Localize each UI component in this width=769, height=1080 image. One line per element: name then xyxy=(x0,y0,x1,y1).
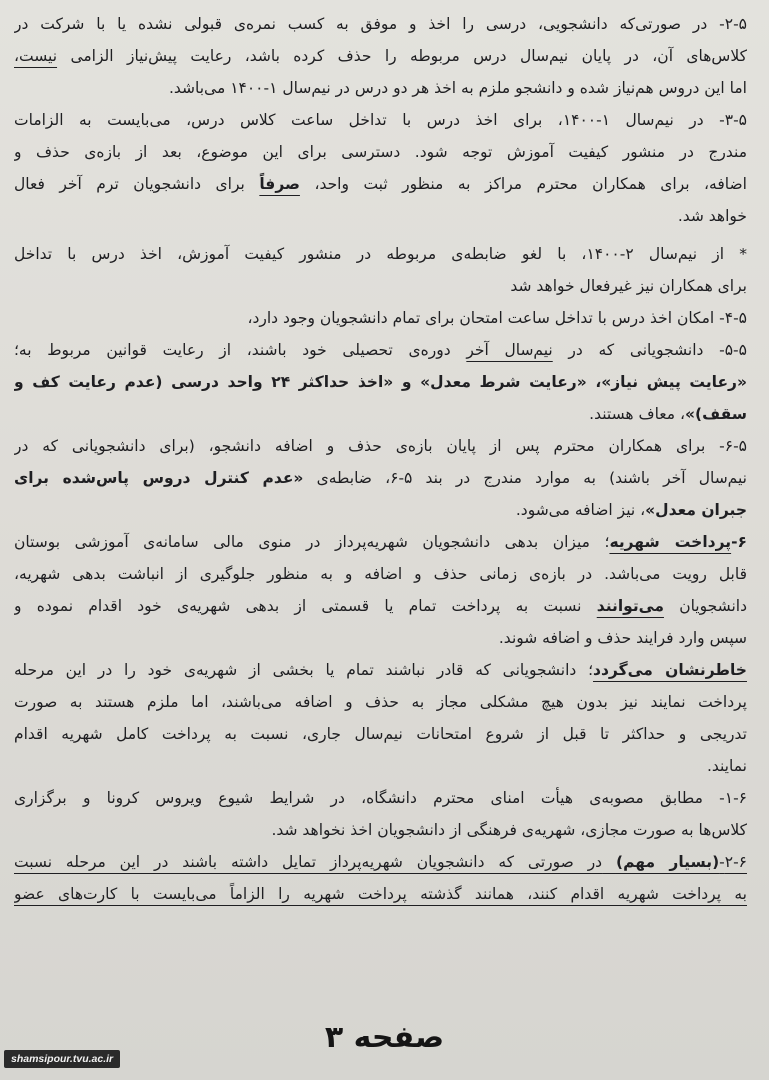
text-line xyxy=(14,590,747,622)
line-text: نمایند. xyxy=(706,757,747,775)
text-line xyxy=(14,622,747,654)
emphasis-text: می‌توانند xyxy=(596,597,664,615)
text-line xyxy=(14,846,747,878)
line-text: کلاس‌ها به صورت مجازی، شهریه‌ی فرهنگی از دانشجویان اخذ نخواهد شد. xyxy=(271,821,747,839)
line-text: ؛ دانشجویانی که قادر نباشند تمام یا بخشی از شهریه‌ی خود را در این مرحله xyxy=(14,661,594,679)
text-line xyxy=(14,750,747,782)
line-text: ۱-۶- مطابق مصوبه‌ی هیأت امنای محترم دانشگاه، در شرایط شیوع ویروس کرونا و برگزاری xyxy=(14,789,747,807)
text-line xyxy=(14,558,747,590)
bold-text: «رعایت پیش نیاز»، «رعایت شرط معدل» و «اخذ حداکثر ۲۴ واحد درسی (عدم رعایت کف و xyxy=(14,373,747,391)
text-line xyxy=(14,526,747,558)
line-text: تدریجی و حداکثر تا قبل از شروع امتحانات نیم‌سال جاری، نسبت به پرداخت کامل شهریه اقدام xyxy=(14,725,747,743)
line-text: ۵-۵- دانشجویانی که در xyxy=(568,341,747,359)
line-text: ، معاف هستند. xyxy=(589,405,686,423)
line-text: به پرداخت شهریه اقدام کنند، همانند گذشته پرداخت شهریه را الزاماً می‌بایست با کارت‌های عضو xyxy=(14,885,747,903)
line-text: ۳-۵- در نیم‌سال ۱-۱۴۰۰، برای اخذ درس با تداخل ساعت کلاس درس، می‌بایست به الزامات xyxy=(14,111,747,129)
line-text: دوره‌ی تحصیلی خود باشند، از رعایت قوانین مربوط به؛ xyxy=(14,341,451,359)
text-line xyxy=(14,782,747,814)
bold-text: «عدم کنترل دروس پاس‌شده برای xyxy=(14,469,304,487)
text-line xyxy=(14,168,747,200)
line-text: نیم‌سال آخر باشند) به موارد مندرج در بند ۵-۶، ضابطه‌ی xyxy=(316,469,747,487)
line-text: قابل رویت می‌باشد. در بازه‌ی زمانی حذف و اضافه و به منظور جلوگیری از انباشت بدهی شهریه، xyxy=(14,565,747,583)
text-line xyxy=(14,238,747,270)
text-line xyxy=(14,104,747,136)
watermark-label: shamsipour.tvu.ac.ir xyxy=(4,1050,120,1068)
text-line xyxy=(14,430,747,462)
section-number: ۲-۶- xyxy=(719,853,747,871)
underlined-text: نیست، xyxy=(14,47,58,65)
line-text: خواهد شد. xyxy=(677,207,747,225)
text-line xyxy=(14,334,747,366)
text-line xyxy=(14,8,747,40)
line-text: ۶-۵- برای همکاران محترم پس از پایان بازه‌ی حذف و اضافه دانشجو، (برای دانشجویانی که در xyxy=(14,437,747,455)
text-line xyxy=(14,398,747,430)
text-line xyxy=(14,814,747,846)
emphasis-text: صرفاً xyxy=(259,175,300,193)
line-text: ؛ میزان بدهی دانشجویان شهریه‌پرداز در منوی مالی سامانه‌ی آموزشی بوستان xyxy=(14,533,610,551)
emphasis-text: خاطرنشان می‌گردد xyxy=(593,661,747,679)
text-line xyxy=(14,366,747,398)
line-text: پرداخت نمایند نیز بدون هیچ مشکلی مجاز به حذف و اضافه می‌باشند، اما ملزم هستند به صورت xyxy=(14,693,747,711)
section-heading: پرداخت شهریه xyxy=(609,533,732,551)
text-line xyxy=(14,302,747,334)
line-text: مندرج در منشور کیفیت آموزش توجه شود. دسترسی برای این موضوع، بعد از بازه‌ی حذف و xyxy=(14,143,747,161)
line-text: برای دانشجویان ترم آخر فعال xyxy=(14,175,245,193)
text-line xyxy=(14,494,747,526)
text-line xyxy=(14,40,747,72)
text-line xyxy=(14,878,747,910)
section-number: ۶- xyxy=(731,533,747,551)
text-line xyxy=(14,718,747,750)
line-text: ۴-۵- امکان اخذ درس با تداخل ساعت امتحان برای تمام دانشجویان وجود دارد، xyxy=(247,309,747,327)
line-text: کلاس‌های آن، در پایان نیم‌سال درس مربوطه را حذف کرده باشد، رعایت پیش‌نیاز الزامی xyxy=(70,47,747,65)
bold-text: (بسیار مهم) xyxy=(615,853,720,871)
text-line xyxy=(14,72,747,104)
text-line xyxy=(14,654,747,686)
text-line xyxy=(14,200,747,232)
bold-text: سقف)» xyxy=(685,405,747,423)
line-text: اضافه، برای همکاران محترم مراکز به منظور ثبت واحد، xyxy=(314,175,747,193)
underlined-text: نیم‌سال آخر xyxy=(466,341,553,359)
line-text: * از نیم‌سال ۲-۱۴۰۰، با لغو ضابطه‌ی مربوطه در منشور کیفیت آموزش، اخذ درس با تداخل xyxy=(14,245,747,263)
text-line xyxy=(14,270,747,302)
line-text: اما این دروس هم‌نیاز شده و دانشجو ملزم به اخذ هر دو درس در نیم‌سال ۱-۱۴۰۰ می‌باشد. xyxy=(168,79,747,97)
line-text: برای همکاران نیز غیرفعال خواهد شد xyxy=(510,277,747,295)
document-body xyxy=(14,8,747,910)
text-line xyxy=(14,136,747,168)
text-line xyxy=(14,462,747,494)
text-line xyxy=(14,686,747,718)
line-text: ، نیز اضافه می‌شود. xyxy=(515,501,646,519)
line-text: دانشجویان xyxy=(679,597,747,615)
line-text: ۲-۵- در صورتی‌که دانشجویی، درسی را اخذ و موفق به کسب نمره‌ی قبولی نشده یا با شرکت در xyxy=(14,15,747,33)
line-text: سپس وارد فرایند حذف و اضافه شوند. xyxy=(498,629,747,647)
page-number: صفحه ۳ xyxy=(324,1020,445,1055)
line-text: در صورتی که دانشجویان شهریه‌پرداز تمایل داشته باشند در این مرحله نسبت xyxy=(14,853,603,871)
line-text: نسبت به پرداخت تمام یا قسمتی از بدهی شهریه‌ی خود اقدام نموده و xyxy=(14,597,582,615)
bold-text: جبران معدل» xyxy=(645,501,747,519)
